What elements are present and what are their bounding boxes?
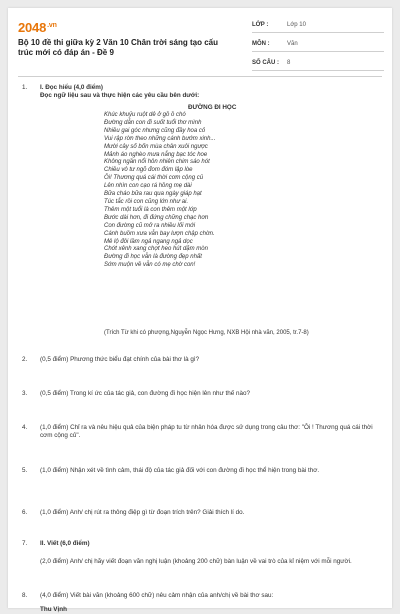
document-header xyxy=(8,8,392,74)
poem-line: Túc tắc rồi con cũng lớn như ai. xyxy=(104,198,189,205)
poem-line: Cánh buồm xưa vẫn bay lượn chập chờn. xyxy=(104,230,215,237)
poem-line: Bước dài hơn, đi đứng chững chạc hơn xyxy=(104,214,209,221)
document-title: Bộ 10 đề thi giữa kỳ 2 Văn 10 Chân trời sáng tạo cấu trúc mới có đáp án - Đề 9 xyxy=(18,38,218,57)
poem-source: (Trích Từ khi có phượng,Nguyễn Ngọc Hưng, NXB Hội nhà văn, 2005, tr.7-8) xyxy=(104,330,309,336)
question-number: 1. xyxy=(22,84,28,91)
question-body xyxy=(40,592,380,614)
poem-line: Lên nhìn con cạo rá hồng mẹ dài xyxy=(104,183,192,190)
question-text: (0,5 điểm) Phương thức biểu đạt chính của bài thơ là gì? xyxy=(40,356,200,363)
question-text: (1,0 điểm) Anh/ chị rút ra thông điệp gì từ đoạn trích trên? Giải thích lí do. xyxy=(40,509,245,516)
meta-row-subject xyxy=(252,37,384,52)
question-text: (0,5 điểm) Trong kí ức của tác giả, con đường đi học hiện lên như thế nào? xyxy=(40,390,251,397)
meta-label: LỚP : xyxy=(252,22,269,28)
poem-line: Sớm muộn về vẫn có mẹ chờ con! xyxy=(104,262,196,269)
poem xyxy=(104,112,304,270)
meta-label: SỐ CÂU : xyxy=(252,60,279,66)
poem-line: Khúc khuỷu ruột dê ở gồ ồ chó xyxy=(104,112,186,118)
poem-line: Vui rập rờn theo những cánh bướm xinh... xyxy=(104,135,216,142)
poem-line: Bữa cháo bữa rau qua ngày giáp hạt xyxy=(104,191,202,198)
poem-line: Đường dẫn con đi suốt tuổi thơ mình xyxy=(104,119,202,126)
question-number: 7. xyxy=(22,540,28,547)
section-heading-reading: I. Đọc hiểu (4,0 điểm) xyxy=(40,84,103,91)
logo-suffix-text: .vn xyxy=(47,21,57,29)
poem-line: Mê lộ đôi lầm ngả ngang ngả dọc xyxy=(104,238,193,245)
poem-line: Chiều vô tư ngõ đom đóm lập lòe xyxy=(104,167,193,174)
poem-line: Chớt xênh xang chợt heo hút dặm mòn xyxy=(104,246,208,253)
poem-line: Không ngần nổi hôn nhiên chim sáo hót xyxy=(104,159,210,166)
meta-row-class xyxy=(252,18,384,33)
poem-line: Thêm một tuổi là con thêm một lớp xyxy=(104,206,197,213)
question-text: (2,0 điểm) Anh/ chị hãy viết đoạn văn nghị luận (khoảng 200 chữ) bàn luận về vai trò của kỉ niệm với mỗi người. xyxy=(40,558,352,565)
question-number: 8. xyxy=(22,592,28,599)
site-logo[interactable] xyxy=(18,20,57,35)
poem-line: Đường đi học vẫn là đường đẹp nhất xyxy=(104,254,202,261)
question-number: 5. xyxy=(22,467,28,474)
logo-main-text: 2048 xyxy=(18,20,47,35)
meta-value: Lớp 10 xyxy=(287,22,306,28)
question-number: 2. xyxy=(22,356,28,363)
meta-row-count xyxy=(252,56,384,71)
question-number: 6. xyxy=(22,509,28,516)
poem-line: Mảnh áo nghèo mưa nắng bạc tóc hoe xyxy=(104,151,208,158)
meta-box xyxy=(252,18,384,75)
question-body xyxy=(40,540,380,566)
poem-line: Mười cây số bốn mùa chân xuôi ngược xyxy=(104,143,208,150)
poem-line: Ôi! Thương quá cái thời cơm cộng củ xyxy=(104,175,204,182)
question-body xyxy=(40,84,380,100)
question-number: 4. xyxy=(22,424,28,431)
question-text: (1,0 điểm) Nhận xét về tình cảm, thái độ của tác giả đối với con đường đi học thể hiện trong bài thơ. xyxy=(40,467,320,474)
poem-title: ĐƯỜNG ĐI HỌC xyxy=(188,104,237,111)
meta-value: Văn xyxy=(287,41,298,47)
question-text: (4,0 điểm) Viết bài văn (khoảng 600 chữ) nêu cảm nhận của anh/chị về bài thơ sau: xyxy=(40,592,274,599)
document-page xyxy=(8,8,392,613)
poem-title-2: Thu Vịnh xyxy=(40,606,67,613)
meta-label: MÔN : xyxy=(252,41,270,47)
poem-line: Nhiều gai góc nhưng cũng đầy hoa cỏ xyxy=(104,127,206,134)
header-divider xyxy=(18,76,382,77)
question-number: 3. xyxy=(22,390,28,397)
reading-instruction: Đọc ngữ liệu sau và thực hiện các yêu cầu bên dưới: xyxy=(40,92,200,99)
poem-line: Con đường cũ mở ra nhiều lối mới xyxy=(104,222,196,229)
section-heading-writing: II. Viết (6,0 điểm) xyxy=(40,540,90,547)
meta-value: 8 xyxy=(287,60,291,66)
question-text: (1,0 điểm) Chỉ ra và nêu hiệu quả của biện pháp tu từ nhân hóa được sử dụng trong câu thơ: "Ôi ! Thương quá cái thời cơm cộng củ". xyxy=(40,424,373,439)
